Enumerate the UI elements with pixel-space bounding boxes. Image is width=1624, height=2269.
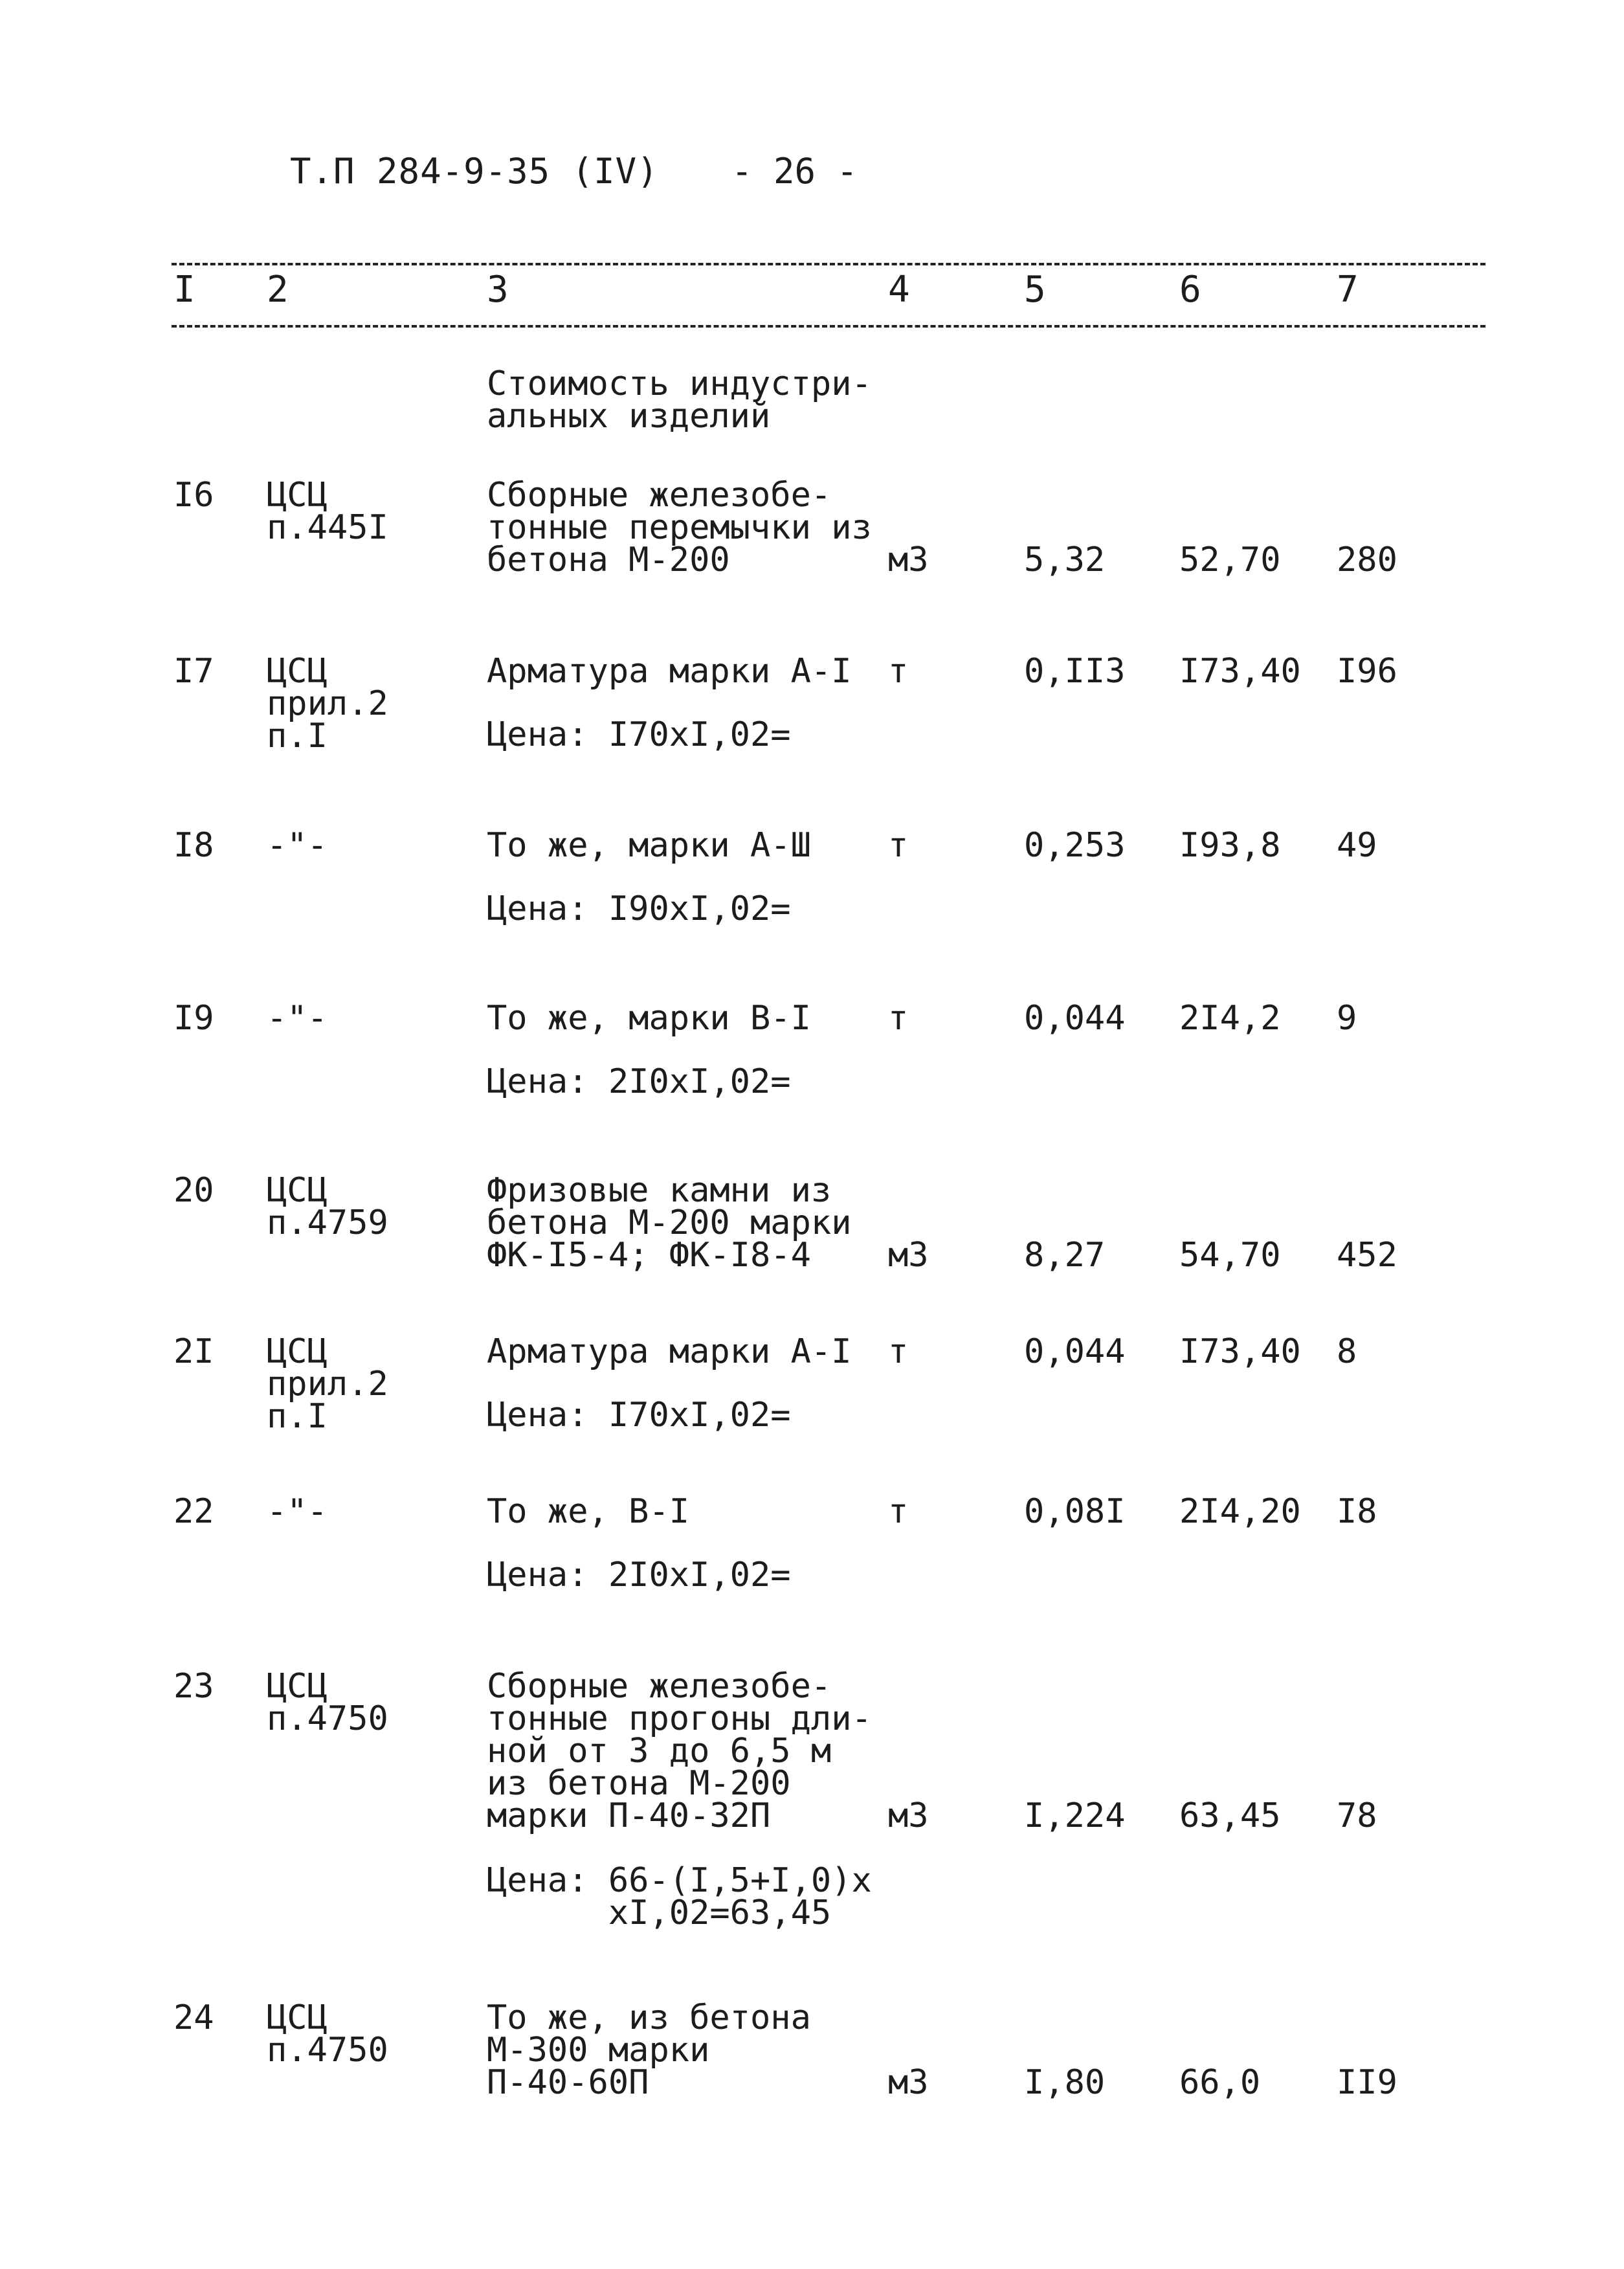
- row-quantity: 0,253: [1024, 826, 1126, 865]
- row-unit: м3: [888, 1796, 929, 1835]
- row-description: То же, из бетона М-300 марки П-40-60П: [487, 1998, 811, 2102]
- row-price: 54,70: [1179, 1236, 1281, 1275]
- row-description: То же, В-I: [487, 1492, 690, 1531]
- row-description: То же, марки А-Ш: [487, 826, 811, 865]
- row-price-note: Цена: I70xI,02=: [487, 715, 791, 754]
- row-description: Арматура марки А-I: [487, 652, 852, 691]
- row-price-note: Цена: 2I0xI,02=: [487, 1556, 791, 1594]
- row-unit: м3: [888, 2063, 929, 2102]
- row-price-note: Цена: 2I0xI,02=: [487, 1062, 791, 1101]
- row-number: 23: [173, 1667, 214, 1706]
- table-top-rule: [172, 263, 1485, 265]
- row-total: 9: [1337, 999, 1357, 1038]
- row-quantity: 0,II3: [1024, 652, 1126, 691]
- row-total: 78: [1337, 1796, 1377, 1835]
- row-number: 2I: [173, 1332, 214, 1371]
- page-number: - 26 -: [731, 151, 858, 192]
- row-number: I8: [173, 826, 214, 865]
- row-description: Фризовые камни из бетона М-200 марки ФК-I5-4; ФК-I8-4: [487, 1171, 852, 1275]
- column-number-6: 6: [1179, 269, 1201, 311]
- row-quantity: 0,044: [1024, 1332, 1126, 1371]
- column-number-1: I: [173, 269, 195, 311]
- row-unit: т: [888, 999, 909, 1038]
- row-number: I9: [173, 999, 214, 1038]
- row-number: 20: [173, 1171, 214, 1210]
- row-reference: ЦСЦ прил.2 п.I: [267, 1332, 388, 1436]
- column-number-4: 4: [888, 269, 910, 311]
- row-total: 8: [1337, 1332, 1357, 1371]
- row-price: 2I4,20: [1179, 1492, 1301, 1531]
- row-quantity: 0,044: [1024, 999, 1126, 1038]
- row-reference: ЦСЦ п.4750: [267, 1667, 388, 1738]
- row-description: То же, марки В-I: [487, 999, 811, 1038]
- section-title: Стоимость индустри- альных изделий: [487, 364, 872, 436]
- row-price-note: Цена: 66-(I,5+I,0)x xI,02=63,45: [487, 1861, 872, 1932]
- row-total: I8: [1337, 1492, 1377, 1531]
- row-price: I73,40: [1179, 652, 1301, 691]
- row-price: 66,0: [1179, 2063, 1261, 2102]
- column-number-3: 3: [487, 269, 509, 311]
- column-number-5: 5: [1024, 269, 1046, 311]
- row-reference: -"-: [267, 999, 328, 1038]
- row-total: 280: [1337, 541, 1397, 579]
- row-reference: ЦСЦ п.445I: [267, 476, 388, 547]
- row-total: 49: [1337, 826, 1377, 865]
- row-unit: т: [888, 1492, 909, 1531]
- row-reference: ЦСЦ прил.2 п.I: [267, 652, 388, 755]
- row-number: 24: [173, 1998, 214, 2037]
- row-price-note: Цена: I70xI,02=: [487, 1396, 791, 1435]
- row-reference: -"-: [267, 1492, 328, 1531]
- row-quantity: 8,27: [1024, 1236, 1106, 1275]
- row-reference: ЦСЦ п.4750: [267, 1998, 388, 2070]
- row-reference: -"-: [267, 826, 328, 865]
- row-number: I7: [173, 652, 214, 691]
- row-unit: м3: [888, 541, 929, 579]
- row-quantity: 5,32: [1024, 541, 1106, 579]
- row-description: Сборные железобе- тонные прогоны дли- ной от 3 до 6,5 м из бетона М-200 марки П-40-32П: [487, 1667, 872, 1835]
- row-quantity: 0,08I: [1024, 1492, 1126, 1531]
- row-reference: ЦСЦ п.4759: [267, 1171, 388, 1242]
- row-number: I6: [173, 476, 214, 515]
- row-unit: т: [888, 1332, 909, 1371]
- row-price: 2I4,2: [1179, 999, 1281, 1038]
- row-total: II9: [1337, 2063, 1397, 2102]
- row-price: I93,8: [1179, 826, 1281, 865]
- row-price: 52,70: [1179, 541, 1281, 579]
- row-description: Арматура марки А-I: [487, 1332, 852, 1371]
- row-unit: т: [888, 652, 909, 691]
- row-description: Сборные железобе- тонные перемычки из бетона М-200: [487, 476, 872, 579]
- row-unit: т: [888, 826, 909, 865]
- column-number-7: 7: [1337, 269, 1359, 311]
- document-code: Т.П 284-9-35 (IV): [290, 151, 659, 192]
- row-price-note: Цена: I90xI,02=: [487, 889, 791, 928]
- row-total: I96: [1337, 652, 1397, 691]
- row-unit: м3: [888, 1236, 929, 1275]
- column-number-2: 2: [267, 269, 289, 311]
- row-number: 22: [173, 1492, 214, 1531]
- table-header-rule: [172, 325, 1485, 328]
- row-price: I73,40: [1179, 1332, 1301, 1371]
- row-quantity: I,80: [1024, 2063, 1106, 2102]
- row-total: 452: [1337, 1236, 1397, 1275]
- row-quantity: I,224: [1024, 1796, 1126, 1835]
- row-price: 63,45: [1179, 1796, 1281, 1835]
